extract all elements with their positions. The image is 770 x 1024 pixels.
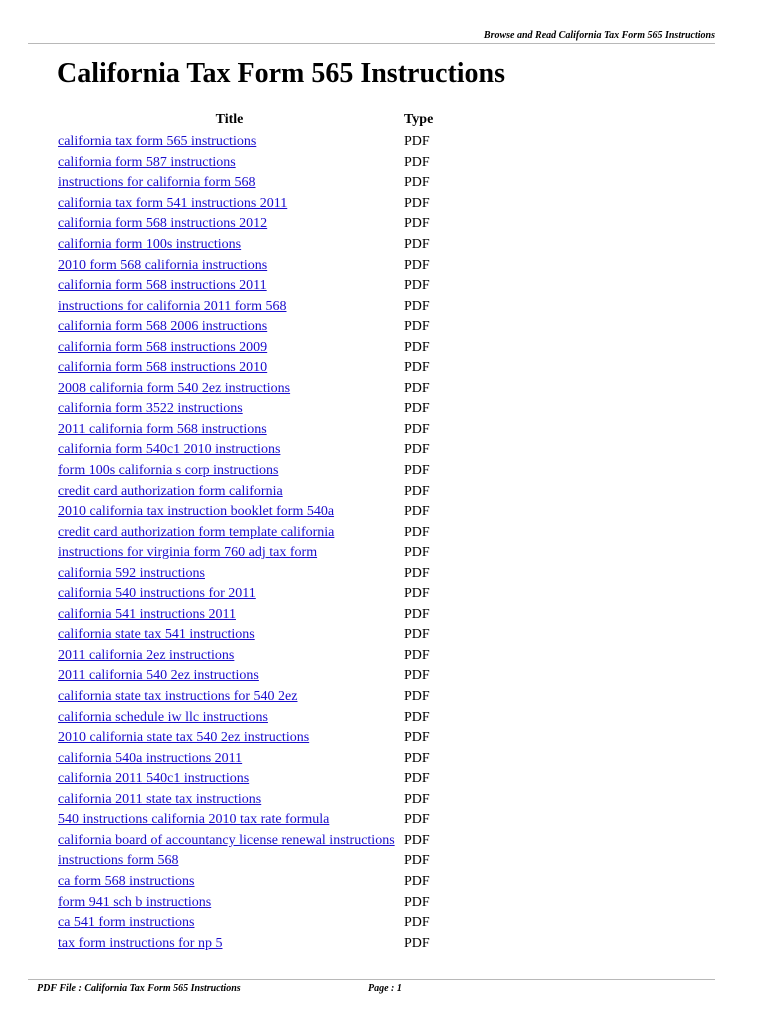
title-cell xyxy=(57,563,402,584)
type-cell: PDF xyxy=(404,545,430,561)
table-row xyxy=(57,748,433,769)
table-row xyxy=(57,666,433,687)
document-link[interactable]: california state tax 541 instructions xyxy=(58,627,255,643)
title-cell xyxy=(57,194,402,215)
type-cell: PDF xyxy=(404,216,430,232)
table-row xyxy=(57,296,433,317)
documents-table xyxy=(57,108,433,954)
document-link[interactable]: california 2011 540c1 instructions xyxy=(58,771,250,787)
type-cell: PDF xyxy=(404,791,430,807)
column-header-title: Title xyxy=(215,112,244,127)
table-row xyxy=(57,790,433,811)
type-cell: PDF xyxy=(404,812,430,828)
type-cell: PDF xyxy=(404,298,430,314)
table-row xyxy=(57,153,433,174)
table-row xyxy=(57,687,433,708)
header-divider xyxy=(28,43,715,44)
document-link[interactable]: instructions for virginia form 760 adj tax form xyxy=(58,545,318,561)
type-cell: PDF xyxy=(404,853,430,869)
type-cell: PDF xyxy=(404,935,430,951)
document-link[interactable]: instructions for california form 568 xyxy=(58,175,256,191)
title-cell xyxy=(57,707,402,728)
table-row xyxy=(57,892,433,913)
table-header-row xyxy=(57,108,433,132)
document-link[interactable]: form 100s california s corp instructions xyxy=(58,463,279,479)
type-cell: PDF xyxy=(404,689,430,705)
title-cell xyxy=(57,214,402,235)
title-cell xyxy=(57,153,402,174)
table-body xyxy=(57,132,433,954)
type-cell: PDF xyxy=(404,771,430,787)
title-cell xyxy=(57,399,402,420)
running-header: Browse and Read California Tax Form 565 Instructions xyxy=(483,30,715,41)
table-row xyxy=(57,461,433,482)
table-row xyxy=(57,194,433,215)
document-title: California Tax Form 565 Instructions xyxy=(57,58,506,89)
title-cell xyxy=(57,481,402,502)
table-row xyxy=(57,605,433,626)
document-link[interactable]: california 540 instructions for 2011 xyxy=(58,586,256,602)
document-link[interactable]: credit card authorization form template california xyxy=(58,524,335,540)
document-link[interactable]: california form 568 2006 instructions xyxy=(58,319,268,335)
title-cell xyxy=(57,584,402,605)
type-cell: PDF xyxy=(404,463,430,479)
table-row xyxy=(57,358,433,379)
type-cell: PDF xyxy=(404,565,430,581)
title-cell xyxy=(57,461,402,482)
type-cell: PDF xyxy=(404,421,430,437)
table-row xyxy=(57,810,433,831)
table-row xyxy=(57,851,433,872)
table-row xyxy=(57,379,433,400)
document-link[interactable]: california 592 instructions xyxy=(58,565,205,581)
title-cell xyxy=(57,831,402,852)
title-cell xyxy=(57,276,402,297)
table-row xyxy=(57,214,433,235)
document-link[interactable]: california form 568 instructions 2010 xyxy=(58,360,268,376)
table-row xyxy=(57,584,433,605)
table-row xyxy=(57,502,433,523)
title-cell xyxy=(57,810,402,831)
document-link[interactable]: california 541 instructions 2011 xyxy=(58,606,236,622)
type-cell: PDF xyxy=(404,647,430,663)
type-cell: PDF xyxy=(404,627,430,643)
type-cell: PDF xyxy=(404,175,430,191)
title-cell xyxy=(57,235,402,256)
title-cell xyxy=(57,255,402,276)
table-row xyxy=(57,317,433,338)
type-cell: PDF xyxy=(404,709,430,725)
document-link[interactable]: instructions for california 2011 form 568 xyxy=(58,298,287,314)
document-link[interactable]: california form 3522 instructions xyxy=(58,401,243,417)
document-link[interactable]: california state tax instructions for 540 2ez xyxy=(58,689,298,705)
table-row xyxy=(57,543,433,564)
type-cell: PDF xyxy=(404,894,430,910)
table-row xyxy=(57,235,433,256)
table-row xyxy=(57,933,433,954)
footer-divider xyxy=(28,979,715,980)
title-cell xyxy=(57,913,402,934)
title-cell xyxy=(57,317,402,338)
document-link[interactable]: california form 568 instructions 2009 xyxy=(58,339,268,355)
title-cell xyxy=(57,851,402,872)
table-row xyxy=(57,913,433,934)
document-link[interactable]: 2010 california tax instruction booklet form 540a xyxy=(58,504,335,520)
table-row xyxy=(57,481,433,502)
title-cell xyxy=(57,769,402,790)
title-cell xyxy=(57,337,402,358)
table-row xyxy=(57,255,433,276)
document-link[interactable]: instructions form 568 xyxy=(58,853,179,869)
title-cell xyxy=(57,933,402,954)
table-row xyxy=(57,625,433,646)
table-row xyxy=(57,399,433,420)
title-cell xyxy=(57,543,402,564)
document-link[interactable]: california form 100s instructions xyxy=(58,237,242,252)
document-link[interactable]: california 540a instructions 2011 xyxy=(58,750,243,766)
type-cell: PDF xyxy=(404,134,430,150)
title-cell xyxy=(57,502,402,523)
title-cell xyxy=(57,522,402,543)
document-link[interactable]: 540 instructions california 2010 tax rate formula xyxy=(58,812,330,828)
document-link[interactable]: 2011 california form 568 instructions xyxy=(58,421,267,437)
document-link[interactable]: 2008 california form 540 2ez instructions xyxy=(58,380,291,396)
document-link[interactable]: california 2011 state tax instructions xyxy=(58,791,262,807)
type-cell: PDF xyxy=(404,750,430,766)
type-cell: PDF xyxy=(404,278,430,294)
table-row xyxy=(57,132,433,153)
type-cell: PDF xyxy=(404,237,430,252)
type-cell: PDF xyxy=(404,319,430,335)
type-cell: PDF xyxy=(404,401,430,417)
title-cell xyxy=(57,728,402,749)
type-cell: PDF xyxy=(404,257,430,273)
document-link[interactable]: 2010 california state tax 540 2ez instructions xyxy=(58,730,310,746)
title-cell xyxy=(57,296,402,317)
title-cell xyxy=(57,790,402,811)
document-link[interactable]: 2011 california 2ez instructions xyxy=(58,647,235,663)
type-cell: PDF xyxy=(404,832,430,848)
title-cell xyxy=(57,892,402,913)
document-link[interactable]: california tax form 565 instructions xyxy=(58,134,257,150)
document-link[interactable]: 2010 form 568 california instructions xyxy=(58,257,268,273)
type-cell: PDF xyxy=(404,730,430,746)
type-cell: PDF xyxy=(404,873,430,889)
title-cell xyxy=(57,358,402,379)
title-cell xyxy=(57,872,402,893)
document-link[interactable]: form 941 sch b instructions xyxy=(58,894,212,910)
document-link[interactable]: california tax form 541 instructions 2011 xyxy=(58,195,288,211)
table-row xyxy=(57,337,433,358)
type-cell: PDF xyxy=(404,442,430,458)
type-cell: PDF xyxy=(404,154,430,170)
document-link[interactable]: california form 540c1 2010 instructions xyxy=(58,442,281,458)
table-row xyxy=(57,872,433,893)
type-cell: PDF xyxy=(404,606,430,622)
table-row xyxy=(57,420,433,441)
table-row xyxy=(57,440,433,461)
document-link[interactable]: california board of accountancy license renewal instructions xyxy=(58,832,395,848)
type-cell: PDF xyxy=(404,339,430,355)
table-row xyxy=(57,563,433,584)
document-link[interactable]: california form 587 instructions xyxy=(58,154,236,170)
table-row xyxy=(57,707,433,728)
title-cell xyxy=(57,379,402,400)
type-cell: PDF xyxy=(404,504,430,520)
title-cell xyxy=(57,420,402,441)
title-cell xyxy=(57,646,402,667)
type-cell: PDF xyxy=(404,586,430,602)
type-cell: PDF xyxy=(404,380,430,396)
table-row xyxy=(57,173,433,194)
title-cell xyxy=(57,748,402,769)
title-cell xyxy=(57,605,402,626)
title-cell xyxy=(57,687,402,708)
title-cell xyxy=(57,173,402,194)
title-cell xyxy=(57,625,402,646)
title-cell xyxy=(57,132,402,153)
document-link[interactable]: credit card authorization form california xyxy=(58,483,283,499)
type-cell: PDF xyxy=(404,195,430,211)
column-header-type: Type xyxy=(404,112,434,127)
table-row xyxy=(57,522,433,543)
table-row xyxy=(57,276,433,297)
document-link[interactable]: california form 568 instructions 2012 xyxy=(58,216,268,232)
document-link[interactable]: ca 541 form instructions xyxy=(58,915,195,931)
title-cell xyxy=(57,440,402,461)
document-link[interactable]: tax form instructions for np 5 xyxy=(58,935,223,951)
type-cell: PDF xyxy=(404,668,430,684)
footer-file-label: PDF File : California Tax Form 565 Instructions xyxy=(37,983,241,994)
document-link[interactable]: ca form 568 instructions xyxy=(58,873,195,889)
table-row xyxy=(57,728,433,749)
footer-page-number: Page : 1 xyxy=(368,983,402,994)
table-row xyxy=(57,831,433,852)
type-cell: PDF xyxy=(404,483,430,499)
document-link[interactable]: 2011 california 540 2ez instructions xyxy=(58,668,259,684)
type-cell: PDF xyxy=(404,360,430,376)
table-row xyxy=(57,646,433,667)
table-row xyxy=(57,769,433,790)
document-link[interactable]: california form 568 instructions 2011 xyxy=(58,278,267,294)
type-cell: PDF xyxy=(404,915,430,931)
title-cell xyxy=(57,666,402,687)
document-link[interactable]: california schedule iw llc instructions xyxy=(58,709,268,725)
type-cell: PDF xyxy=(404,524,430,540)
